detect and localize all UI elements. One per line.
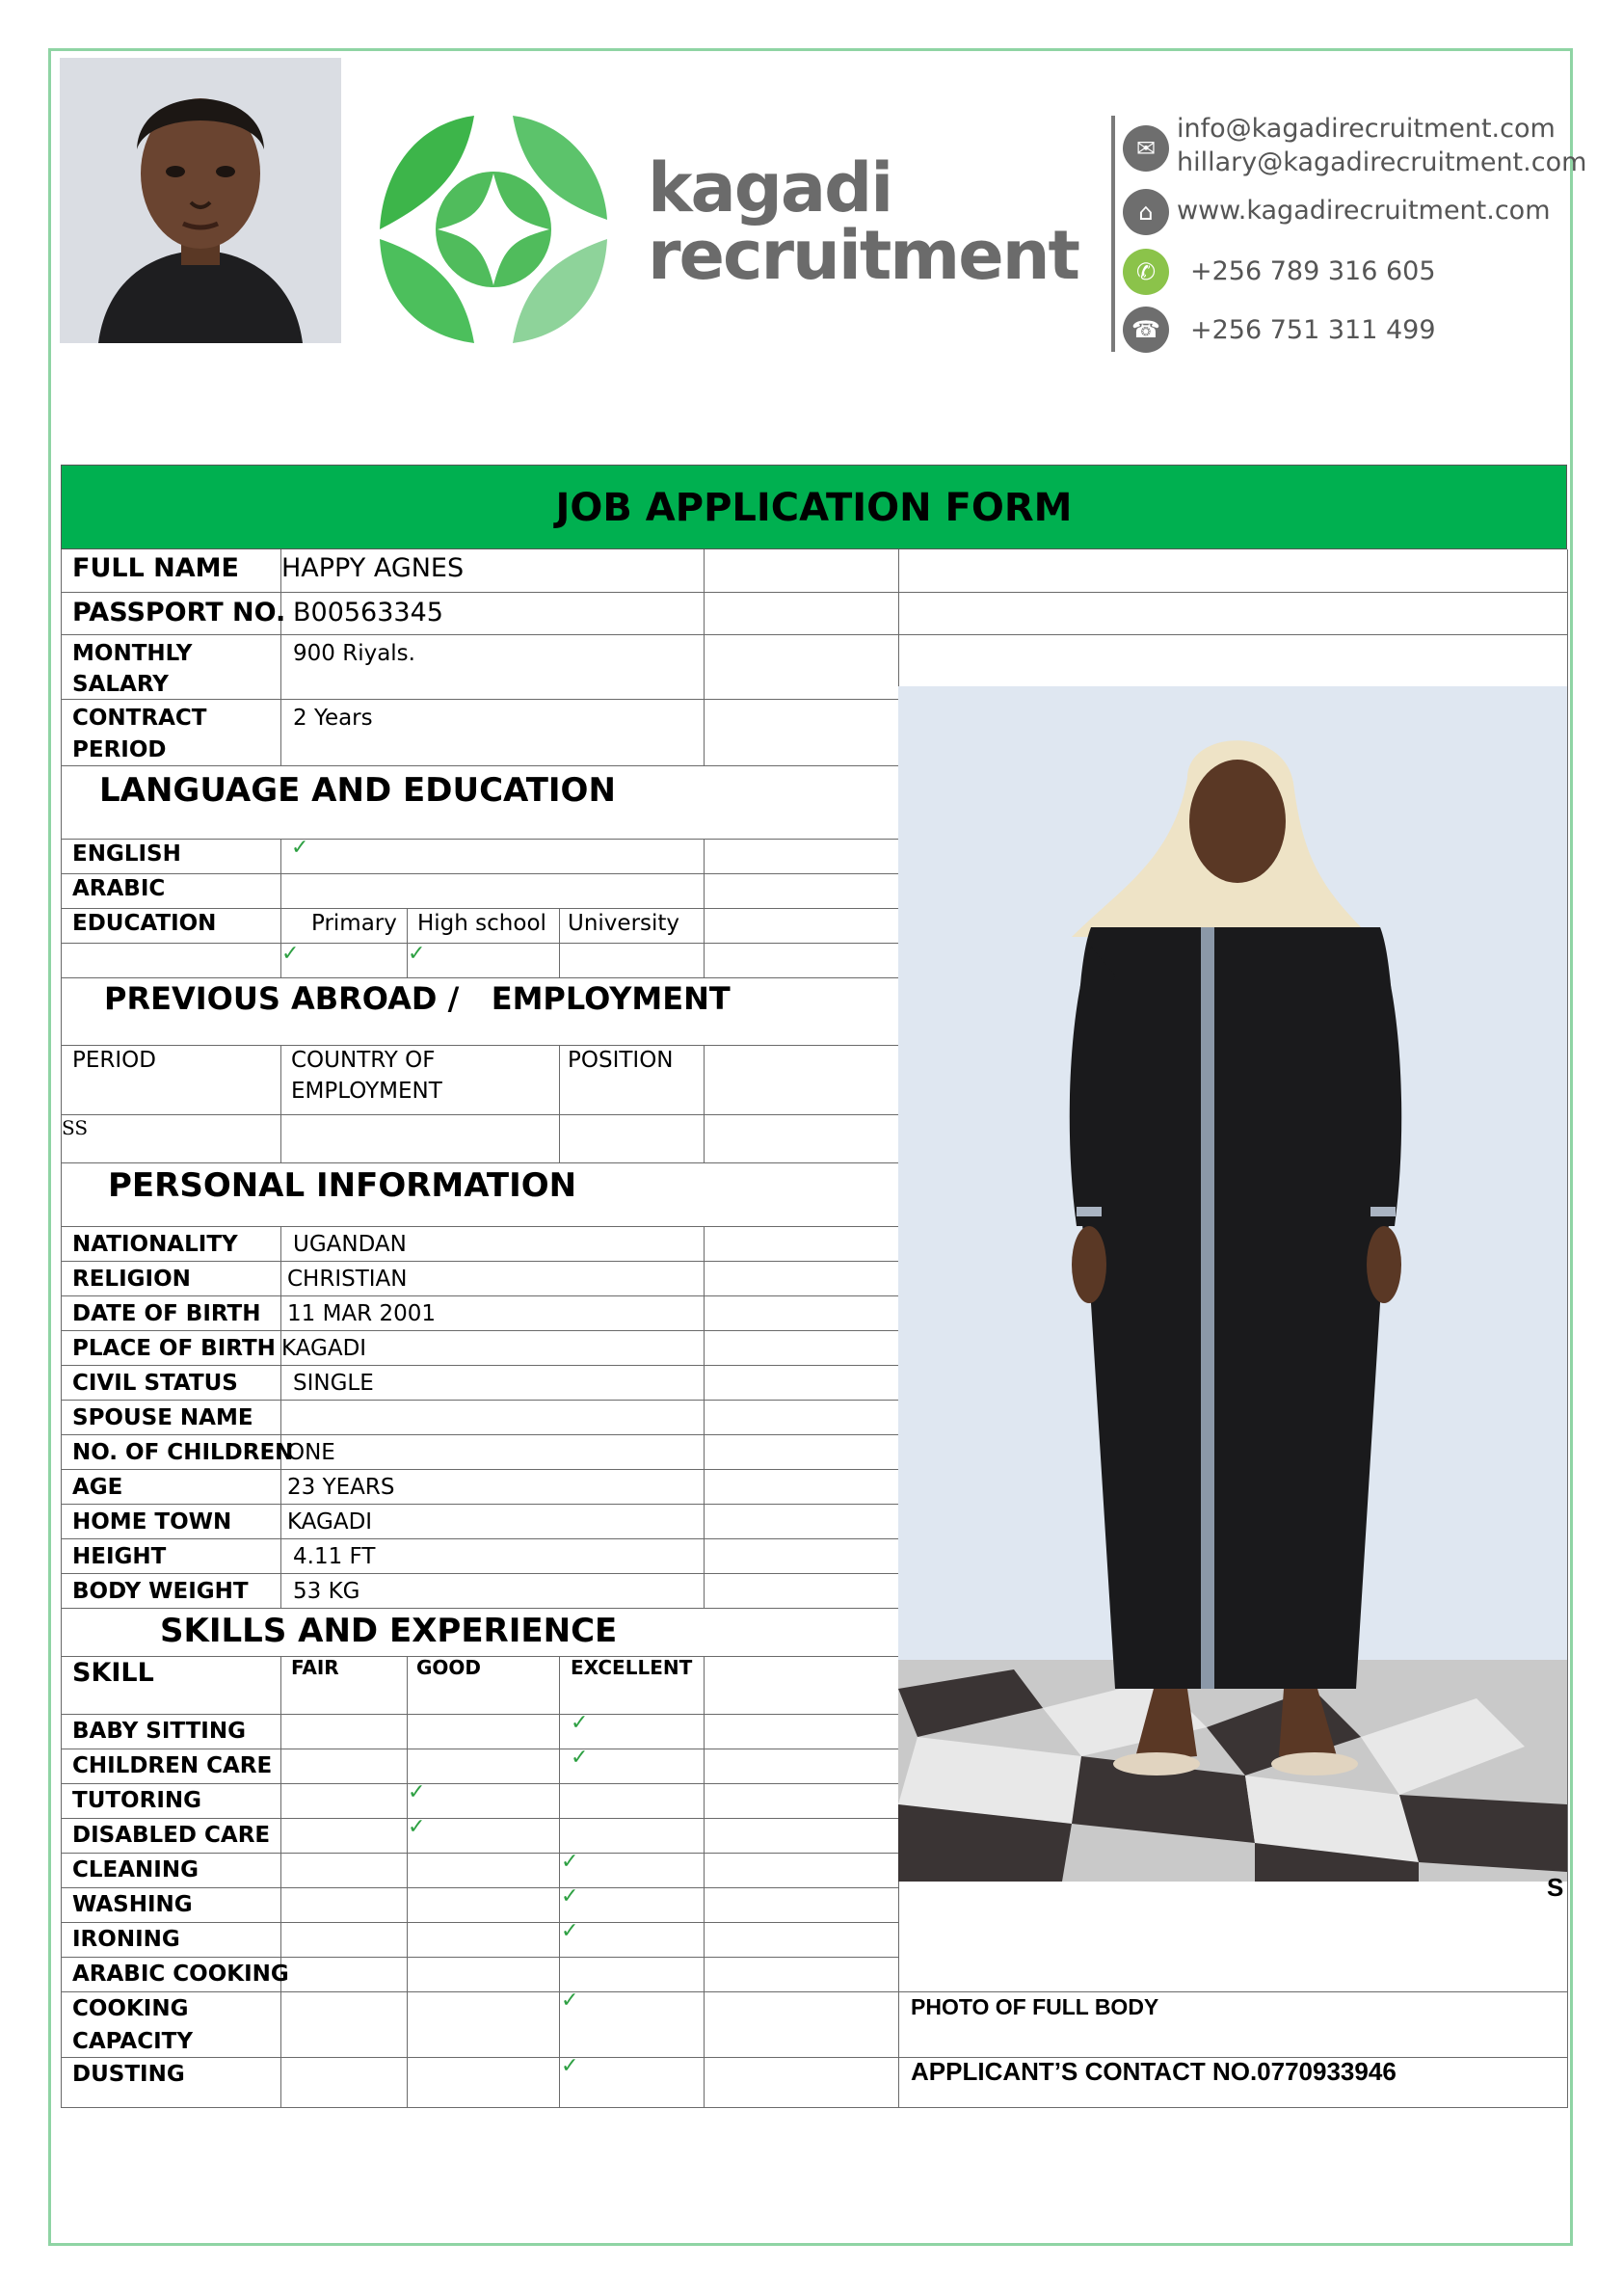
- education-high-school: High school: [417, 911, 546, 936]
- row-line: [61, 1045, 898, 1046]
- row-line: [61, 1818, 898, 1819]
- col-line: [559, 1045, 560, 1162]
- right-row-line: [898, 634, 1567, 635]
- skill-name: IRONING: [72, 1927, 180, 1952]
- personal-value[interactable]: 4.11 FT: [293, 1544, 376, 1569]
- skill-check-icon: ✓: [561, 1989, 579, 2013]
- skill-check-icon: ✓: [571, 1746, 589, 1770]
- personal-value[interactable]: 11 MAR 2001: [287, 1301, 436, 1326]
- personal-value[interactable]: SINGLE: [293, 1371, 374, 1396]
- skill-check-icon: ✓: [561, 1884, 579, 1909]
- row-line: [61, 943, 898, 944]
- personal-value[interactable]: KAGADI: [281, 1336, 367, 1361]
- skill-check-icon: ✓: [571, 1711, 589, 1735]
- personal-label: RELIGION: [72, 1267, 191, 1292]
- row-line: [61, 1853, 898, 1854]
- row-line: [61, 1469, 898, 1470]
- row-line: [61, 1608, 898, 1609]
- personal-value[interactable]: 53 KG: [293, 1579, 360, 1604]
- right-stray-text: S: [1547, 1873, 1564, 1902]
- personal-label: SPOUSE NAME: [72, 1405, 253, 1430]
- position-label: POSITION: [568, 1048, 674, 1073]
- row-line: [61, 1991, 898, 1992]
- full-body-photo: [898, 686, 1567, 1882]
- language-heading: LANGUAGE AND EDUCATION: [99, 771, 616, 810]
- abroad-heading: PREVIOUS ABROAD / EMPLOYMENT: [104, 980, 731, 1017]
- skill-name: DUSTING: [72, 2062, 185, 2087]
- personal-label: HOME TOWN: [72, 1509, 232, 1535]
- education-label: EDUCATION: [72, 911, 217, 936]
- phone-number[interactable]: +256 751 311 499: [1190, 315, 1436, 345]
- country-label-2: EMPLOYMENT: [291, 1079, 442, 1104]
- primary-check-icon: ✓: [281, 942, 300, 966]
- skill-name: BABY SITTING: [72, 1719, 246, 1744]
- skill-check-icon: ✓: [561, 1919, 579, 1943]
- col-line: [407, 1656, 408, 2107]
- row-line: [61, 1573, 898, 1574]
- row-line: [61, 1434, 898, 1435]
- applicant-contact[interactable]: APPLICANT’S CONTACT NO.0770933946: [911, 2057, 1397, 2086]
- level-good: GOOD: [416, 1656, 482, 1679]
- full-name-value[interactable]: HAPPY AGNES: [281, 553, 465, 583]
- level-excellent: EXCELLENT: [571, 1656, 693, 1679]
- country-label: COUNTRY OF: [291, 1048, 436, 1073]
- personal-label: NO. OF CHILDREN: [72, 1440, 294, 1465]
- contract-value[interactable]: 2 Years: [293, 706, 373, 731]
- skill-name: TUTORING: [72, 1788, 202, 1813]
- col-line: [704, 1045, 705, 1162]
- form-title: JOB APPLICATION FORM: [61, 465, 1567, 549]
- skill-name-line2: CAPACITY: [72, 2029, 194, 2054]
- level-fair: FAIR: [291, 1656, 339, 1679]
- col-line: [704, 1656, 705, 2107]
- row-line: [61, 1162, 898, 1163]
- kagadi-logo-mark: [378, 114, 609, 345]
- english-label: ENGLISH: [72, 841, 181, 867]
- salary-label: MONTHLY: [72, 641, 193, 666]
- personal-value[interactable]: UGANDAN: [293, 1232, 407, 1257]
- personal-label: HEIGHT: [72, 1544, 167, 1569]
- personal-label: CIVIL STATUS: [72, 1371, 238, 1396]
- home-icon: ⌂: [1123, 189, 1169, 235]
- col-line: [704, 839, 705, 977]
- skill-name: COOKING: [72, 1996, 189, 2021]
- row-line: [61, 1114, 898, 1115]
- row-line: [61, 1365, 898, 1366]
- row-line: [61, 1887, 898, 1888]
- education-university: University: [568, 911, 680, 936]
- personal-value[interactable]: ONE: [287, 1440, 335, 1465]
- row-line: [61, 699, 898, 700]
- skill-name: ARABIC COOKING: [72, 1962, 289, 1987]
- contract-label-2: PERIOD: [72, 737, 167, 762]
- skill-check-icon: ✓: [408, 1780, 426, 1804]
- row-line: [61, 873, 898, 874]
- row-line: [61, 592, 898, 593]
- row-line: [61, 765, 898, 766]
- skill-check-icon: ✓: [561, 1850, 579, 1874]
- col-line: [280, 1226, 281, 1608]
- row-line: [61, 634, 898, 635]
- skill-check-icon: ✓: [561, 2054, 579, 2078]
- skill-name: CHILDREN CARE: [72, 1753, 273, 1778]
- photo-label: PHOTO OF FULL BODY: [911, 1994, 1159, 2019]
- personal-value[interactable]: CHRISTIAN: [287, 1267, 408, 1292]
- passport-label: PASSPORT NO.: [72, 598, 286, 627]
- skill-name: WASHING: [72, 1892, 193, 1917]
- full-name-label: FULL NAME: [72, 553, 239, 583]
- personal-label: BODY WEIGHT: [72, 1579, 249, 1604]
- row-line: [61, 1504, 898, 1505]
- table-right-border: [1567, 549, 1568, 2107]
- skill-name: DISABLED CARE: [72, 1823, 271, 1848]
- personal-label: AGE: [72, 1475, 123, 1500]
- period-label: PERIOD: [72, 1048, 156, 1073]
- high-school-check-icon: ✓: [408, 942, 426, 966]
- row-line: [61, 839, 898, 840]
- whatsapp-icon: ✆: [1123, 249, 1169, 295]
- personal-label: NATIONALITY: [72, 1232, 238, 1257]
- website-link[interactable]: www.kagadirecruitment.com: [1177, 196, 1551, 226]
- salary-label-2: SALARY: [72, 672, 169, 697]
- col-line: [704, 549, 705, 765]
- salary-value[interactable]: 900 Riyals.: [293, 641, 415, 666]
- personal-value[interactable]: KAGADI: [287, 1509, 373, 1535]
- personal-value[interactable]: 23 YEARS: [287, 1475, 395, 1500]
- stray-text: SS: [62, 1116, 89, 1139]
- row-line: [61, 1295, 898, 1296]
- contract-label: CONTRACT: [72, 706, 207, 731]
- skill-name: CLEANING: [72, 1857, 199, 1882]
- row-line: [61, 1226, 898, 1227]
- personal-heading: PERSONAL INFORMATION: [108, 1166, 577, 1205]
- arabic-label: ARABIC: [72, 876, 166, 901]
- skill-label: SKILL: [72, 1658, 154, 1688]
- mail-icon: ✉: [1123, 125, 1169, 172]
- passport-value[interactable]: B00563345: [293, 598, 443, 627]
- skill-check-icon: ✓: [408, 1815, 426, 1839]
- english-check-icon: ✓: [291, 836, 309, 860]
- col-line: [559, 1656, 560, 2107]
- phone-icon: ☎: [1123, 307, 1169, 353]
- brand-word-kagadi: kagadi: [648, 148, 892, 227]
- email-info[interactable]: info@kagadirecruitment.com: [1177, 114, 1556, 144]
- row-line: [61, 1783, 898, 1784]
- personal-label: PLACE OF BIRTH: [72, 1336, 276, 1361]
- whatsapp-number[interactable]: +256 789 316 605: [1190, 256, 1436, 286]
- row-line: [61, 1714, 898, 1715]
- col-line: [559, 908, 560, 977]
- row-line: [61, 1330, 898, 1331]
- personal-label: DATE OF BIRTH: [72, 1301, 261, 1326]
- col-line: [280, 1656, 281, 2107]
- brand-word-recruitment: recruitment: [648, 216, 1079, 295]
- row-line: [61, 1261, 898, 1262]
- email-hillary[interactable]: hillary@kagadirecruitment.com: [1177, 147, 1587, 177]
- row-line: [61, 1538, 898, 1539]
- row-line: [61, 1922, 898, 1923]
- right-row-line: [898, 592, 1567, 593]
- education-primary: Primary: [311, 911, 397, 936]
- col-line: [280, 1045, 281, 1162]
- row-line: [61, 1957, 898, 1958]
- table-left-border: [61, 549, 62, 2107]
- row-line: [61, 1400, 898, 1401]
- col-line: [704, 1226, 705, 1608]
- table-bottom-border: [61, 2107, 1568, 2108]
- skills-heading: SKILLS AND EXPERIENCE: [160, 1612, 618, 1650]
- row-line: [61, 2057, 898, 2058]
- contact-divider: [1111, 116, 1115, 352]
- passport-photo: [60, 58, 341, 343]
